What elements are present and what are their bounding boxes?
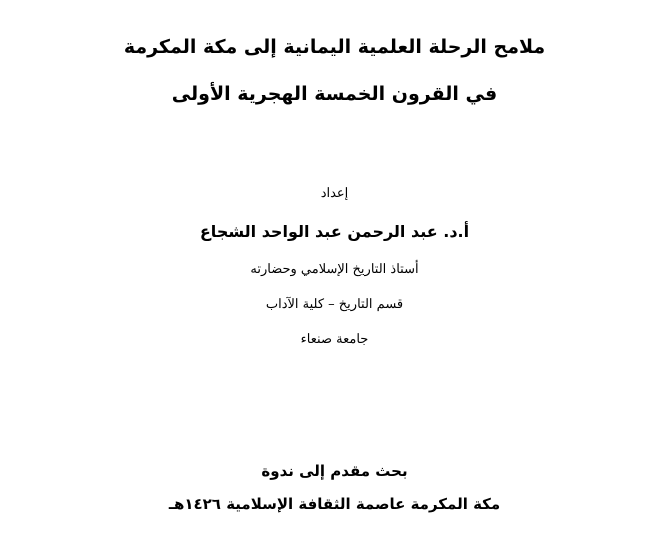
- author-university: جامعة صنعاء: [300, 332, 369, 347]
- prepared-by-label: إعداد: [320, 186, 349, 201]
- title-line-2: في القرون الخمسة الهجرية الأولى: [171, 83, 498, 105]
- author-name: أ.د. عبد الرحمن عبد الواحد الشجاع: [199, 222, 470, 241]
- footer-line-2: مكة المكرمة عاصمة الثقافة الإسلامية ١٤٢٦هـ: [168, 495, 501, 513]
- author-position: أستاذ التاريخ الإسلامي وحضارته: [250, 262, 419, 277]
- author-department: قسم التاريخ – كلية الآداب: [265, 297, 404, 312]
- footer-line-1: بحث مقدم إلى ندوة: [261, 462, 408, 480]
- title-line-1: ملامح الرحلة العلمية اليمانية إلى مكة المكرمة: [123, 36, 546, 58]
